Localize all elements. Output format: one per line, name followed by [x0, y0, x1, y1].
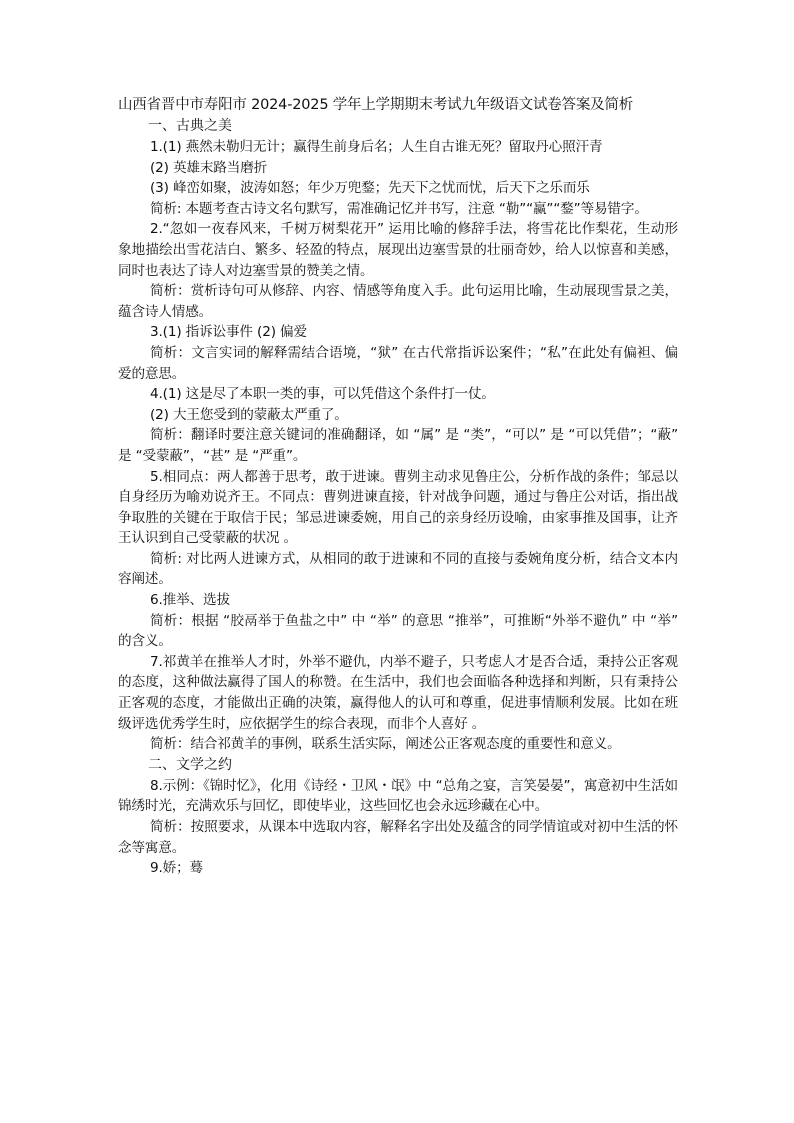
analysis-paragraph: 简析：结合祁黄羊的事例，联系生活实际，阐述公正客观态度的重要性和意义。 — [150, 736, 621, 753]
answer-paragraph: 7.祁黄羊在推举人才时，外举不避仇，内举不避子，只考虑人才是否合适，秉持公正客观的态度，这种做法赢得了国人的称赞。在生活中，我们也会面临各种选择和判断，只有秉持公正客观的态度，才能做出正确的决策，赢得他人的认可和尊重，促进事情顺利发展。比如在班级评选优秀学生时，应依据学生的综合表现，而非个人喜好 。 — [118, 653, 678, 732]
document-page — [118, 95, 678, 879]
answer-paragraph: (2) 英雄末路当磨折 — [150, 159, 268, 176]
analysis-paragraph: 简析：翻译时要注意关键词的准确翻译，如 “属” 是 “类”，“可以” 是 “可以凭借”；“蔽” 是 “受蒙蔽”，“甚” 是 “严重”。 — [118, 427, 678, 464]
document-title: 山西省晋中市寿阳市 2024-2025 学年上学期期末考试九年级语文试卷答案及简析 — [118, 97, 634, 113]
answer-paragraph: 9.娇；蓦 — [150, 860, 204, 877]
section-heading: 一、古典之美 — [148, 118, 232, 134]
answer-paragraph: 1.(1) 燕然未勒归无计；赢得生前身后名；人生自古谁无死？留取丹心照汗青 — [150, 139, 603, 155]
answer-paragraph: 8.示例：《锦时忆》，化用《诗经・卫风・氓》中 “总角之宴，言笑晏晏”，寓意初中生活如锦绣时光，充满欢乐与回忆，即使毕业，这些回忆也会永远珍藏在心中。 — [118, 777, 678, 815]
analysis-paragraph: 简析: 本题考查古诗文名句默写，需准确记忆并书写，注意 “勒”“赢”“鍪”等易错字。 — [150, 200, 648, 217]
section-heading: 二、文学之约 — [148, 756, 232, 773]
answer-paragraph: 5.相同点：两人都善于思考，敢于进谏。曹刿主动求见鲁庄公，分析作战的条件；邹忌以自身经历为喻劝说齐王。不同点：曹刿进谏直接，针对战争问题，通过与鲁庄公对话，指出战争取胜的关键在于取信于民；邹忌进谏委婉，用自己的亲身经历设喻，由家事推及国事，让齐王认识到自己受蒙蔽的状况 。 — [118, 468, 678, 547]
analysis-paragraph: 简析：根据 “胶鬲举于鱼盐之中” 中 “举” 的意思 “推举”，可推断“外举不避仇” 中 “举” 的含义。 — [118, 612, 678, 650]
analysis-paragraph: 简析：赏析诗句可从修辞、内容、情感等角度入手。此句运用比喻，生动展现雪景之美，蕴含诗人情感。 — [118, 283, 678, 320]
answer-paragraph: 2.“忽如一夜春风来，千树万树梨花开” 运用比喻的修辞手法，将雪花比作梨花，生动形象地描绘出雪花洁白、繁多、轻盈的特点，展现出边塞雪景的壮丽奇妙，给人以惊喜和美感，同时也表达了诗人对边塞雪景的赞美之情。 — [118, 221, 678, 279]
answer-paragraph: 6.推举、选拔 — [150, 592, 230, 609]
answer-paragraph: (2) 大王您受到的蒙蔽太严重了。 — [150, 406, 348, 423]
analysis-paragraph: 简析：按照要求，从课本中选取内容，解释名字出处及蕴含的同学情谊或对初中生活的怀念等寓意。 — [118, 819, 678, 856]
section-literature — [118, 755, 678, 879]
answer-paragraph: 4.(1) 这是尽了本职一类的事，可以凭借这个条件打一仗。 — [150, 386, 495, 403]
analysis-paragraph: 简析：文言实词的解释需结合语境，“狱” 在古代常指诉讼案件；“私”在此处有偏袒、偏爱的意思。 — [118, 344, 678, 382]
answer-paragraph: 3.(1) 指诉讼事件 (2) 偏爱 — [150, 324, 307, 341]
analysis-paragraph: 简析: 对比两人进谏方式，从相同的敢于进谏和不同的直接与委婉角度分析，结合文本内容阐述。 — [118, 550, 678, 588]
section-classical — [118, 116, 678, 755]
answer-paragraph: (3) 峰峦如聚，波涛如怒；年少万兜鍪；先天下之忧而忧，后天下之乐而乐 — [150, 180, 590, 197]
